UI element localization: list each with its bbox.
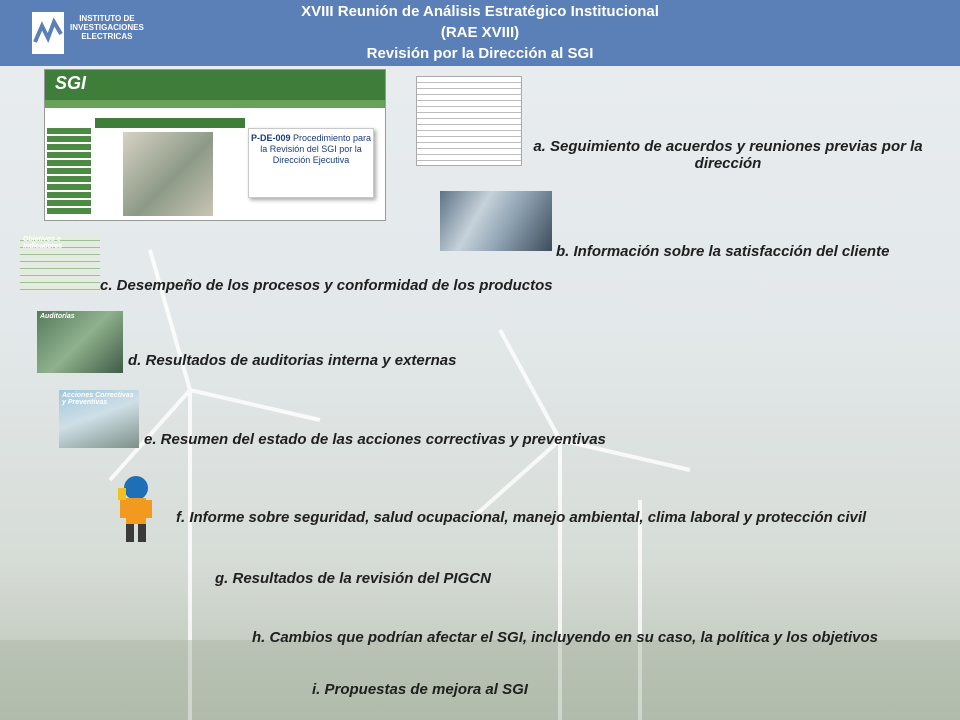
sgi-topbar (45, 70, 385, 100)
item-b: b. Información sobre la satisfacción del cliente (556, 243, 890, 260)
logo-line-2: INVESTIGACIONES (70, 23, 144, 32)
iie-logo-icon (32, 12, 64, 54)
item-d: d. Resultados de auditorias interna y externas (128, 352, 457, 369)
header-title-2: (RAE XVIII) (440, 24, 520, 41)
audits-photo (37, 311, 123, 373)
logo-line-1: INSTITUTO DE (79, 14, 135, 23)
procedure-callout (248, 128, 374, 198)
objectives-label: Objetivos e Indicadores (23, 236, 63, 250)
audits-label: Auditorías (40, 313, 75, 320)
corrective-actions-photo (59, 390, 139, 448)
item-g: g. Resultados de la revisión del PIGCN (215, 570, 491, 587)
logo-line-3: ELECTRICAS (81, 32, 133, 41)
objectives-table-thumbnail (20, 234, 100, 292)
item-h: h. Cambios que podrían afectar el SGI, incluyendo en su caso, la política y los objetivos (252, 629, 878, 646)
header-title-3: Revisión por la Dirección al SGI (366, 45, 594, 62)
item-f: f. Informe sobre seguridad, salud ocupacional, manejo ambiental, clima laboral y protección civil (176, 509, 867, 526)
sgi-section-banner (95, 118, 245, 128)
sgi-navbar (45, 100, 385, 108)
item-i: i. Propuestas de mejora al SGI (312, 681, 528, 698)
header-bar (0, 0, 960, 66)
item-c: c. Desempeño de los procesos y conformidad de los productos (100, 277, 553, 294)
sgi-sidebar (47, 128, 91, 216)
corrective-actions-label: Acciones Correctivas y Preventivas (62, 392, 134, 406)
item-a: a. Seguimiento de acuerdos y reuniones previas por la dirección (533, 138, 923, 172)
safety-mascot-icon (114, 472, 158, 546)
procedure-text: Procedimiento para la Revisión del SGI por la Dirección Ejecutiva (260, 133, 372, 165)
header-title-1: XVIII Reunión de Análisis Estratégico Institucional (301, 3, 659, 20)
laboratory-photo (440, 191, 552, 251)
iie-logo (32, 10, 142, 56)
item-e: e. Resumen del estado de las acciones correctivas y preventivas (144, 431, 606, 448)
iie-logo-text (70, 14, 144, 41)
sgi-meeting-photo (123, 132, 213, 216)
procedure-code: P-DE-009 (250, 133, 291, 143)
sgi-logo: SGI (55, 73, 87, 93)
form-document-thumbnail (416, 76, 522, 166)
